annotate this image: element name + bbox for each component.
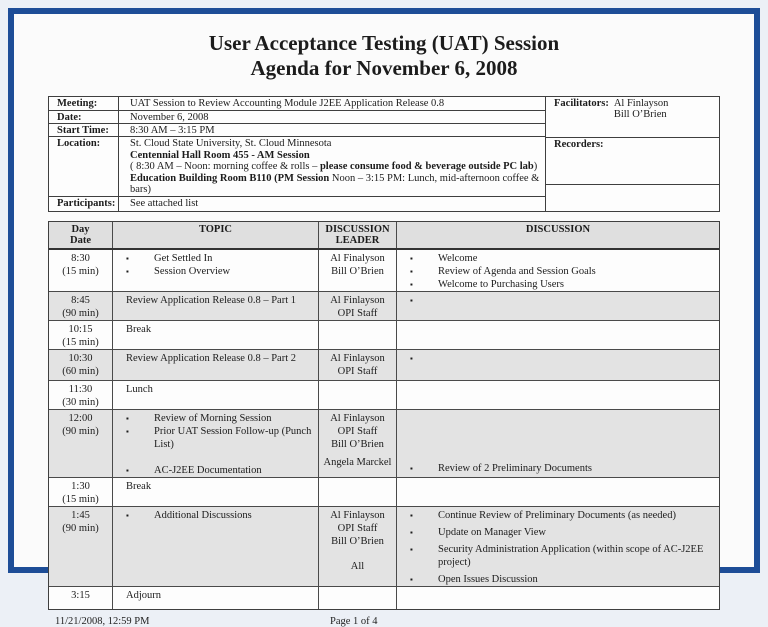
bullet-icon: ▪ [410,510,413,520]
agenda-row-1200 [49,410,719,478]
facilitators-names [614,98,669,137]
location-line-2: Centennial Hall Room 455 - AM Session [130,149,310,161]
discussion-cell [397,350,719,380]
meeting-label: Meeting: [49,97,119,110]
start-time-label: Start Time: [49,124,119,136]
agenda-row-1130 [49,381,719,410]
bullet-icon: ▪ [410,279,413,289]
leader-cell [319,381,397,409]
bullet-icon: ▪ [410,527,413,537]
time-cell: 8:45 (90 min) [49,292,113,320]
meeting-info-table [48,96,720,212]
topic-cell: ▪ Additional Discussions [113,507,319,586]
footer-page-number: Page 1 of 4 [330,615,378,627]
page-title [48,31,720,81]
bullet-icon: ▪ [126,465,129,475]
location-value [119,137,545,196]
agenda-row-1015 [49,321,719,350]
topic-cell: Review Application Release 0.8 – Part 2 [113,350,319,380]
bullet-icon: ▪ [410,544,413,554]
facilitator-1: Al Finlayson [613,98,669,109]
bullet-icon: ▪ [126,426,129,436]
agenda-row-830 [49,250,719,292]
start-time-value: 8:30 AM – 3:15 PM [130,125,215,136]
location-row [49,137,545,197]
empty-cell [546,184,719,211]
col-header-discussion: DISCUSSION [525,223,591,235]
discussion-cell [397,381,719,409]
agenda-header-row [49,222,719,250]
title-line-1: User Acceptance Testing (UAT) Session [208,31,560,55]
meeting-row [49,97,545,111]
participants-row [49,197,545,211]
agenda-row-1030 [49,350,719,381]
discussion-cell: ▪ Welcome ▪ Review of Agenda and Session Goals ▪ Welcome to Purchasing Users [410,252,596,290]
page-footer [48,616,720,627]
meeting-info-right [546,97,719,211]
time-cell: 1:30 (15 min) [49,478,113,506]
leader-cell: Al Finlayson OPI Staff Bill O’Brien Angela Marckel [319,410,397,477]
topic-cell: Break [113,321,319,349]
leader-cell: Al Finlayson OPI Staff Bill O’Brien All [319,507,397,586]
bullet-icon: ▪ [126,253,129,263]
discussion-cell: ▪ Review of 2 Preliminary Documents [410,462,592,474]
discussion-cell [397,321,719,349]
topic-cell: Lunch [113,381,319,409]
start-time-row [49,124,545,137]
leader-cell [319,587,397,609]
meeting-info-left [49,97,546,211]
date-row [49,111,545,124]
bullet-icon: ▪ [126,266,129,276]
time-cell: 12:00 (90 min) [49,410,113,477]
discussion-cell [397,478,719,506]
location-label: Location: [49,137,119,196]
leader-cell [319,478,397,506]
bullet-icon: ▪ [410,574,413,584]
participants-label: Participants: [49,197,119,211]
date-label: Date: [49,111,119,123]
discussion-cell [397,587,719,609]
facilitators-cell [546,97,719,137]
footer-datetime: 11/21/2008, 12:59 PM [55,615,150,627]
topic-cell: Adjourn [113,587,319,609]
facilitator-2: Bill O’Brien [613,109,667,120]
bullet-icon: ▪ [126,413,129,423]
time-cell: 3:15 [49,587,113,609]
topic-cell: Break [113,478,319,506]
title-line-2: Agenda for November 6, 2008 [250,56,518,80]
location-line-3: ( 8:30 AM – Noon: morning coffee & rolls – please consume food & beverage outside PC lab) [130,161,538,173]
leader-cell: Al Finlayson OPI Staff [319,292,397,320]
participants-value: See attached list [130,197,199,209]
agenda-table [48,221,720,610]
facilitators-label: Facilitators: [554,98,609,109]
location-line-4: Education Building Room B110 (PM Session Noon – 3:15 PM: Lunch, mid-afternoon coffee & bars) [130,172,540,196]
col-header-discussion-leader: DISCUSSION LEADER [319,222,397,248]
discussion-cell: ▪ Continue Review of Preliminary Documents (as needed) ▪ Update on Manager View ▪ Security Administration Application (within scope of AC-J2EE project) ▪ Open Issues Discussion [410,509,704,585]
bullet-icon: ▪ [410,266,413,276]
leader-cell [319,321,397,349]
bullet-icon: ▪ [410,463,413,473]
agenda-row-845 [49,292,719,321]
time-cell: 10:15 (15 min) [49,321,113,349]
discussion-cell [397,292,719,320]
topic-cell: Review Application Release 0.8 – Part 1 [113,292,319,320]
recorders-cell [546,137,719,184]
bullet-icon: ▪ [410,295,413,305]
bullet-icon: ▪ [410,253,413,263]
topic-cell: ▪ Review of Morning Session ▪ Prior UAT Session Follow-up (Punch List) ▪ AC-J2EE Documentation [113,410,319,477]
col-header-day-date: Day Date [49,222,113,248]
date-value: November 6, 2008 [130,112,209,123]
agenda-row-145 [49,507,719,587]
meeting-value: UAT Session to Review Accounting Module J2EE Application Release 0.8 [130,98,445,109]
agenda-row-130 [49,478,719,507]
agenda-row-315 [49,587,719,609]
time-cell: 8:30 (15 min) [49,250,113,291]
recorders-label: Recorders: [554,139,604,150]
page-content [14,31,754,627]
bullet-icon: ▪ [410,353,413,363]
leader-cell: Al Finalyson Bill O’Brien [319,250,397,291]
bullet-icon: ▪ [126,510,129,520]
leader-cell: Al Finlayson OPI Staff [319,350,397,380]
time-cell: 10:30 (60 min) [49,350,113,380]
location-line-1: St. Cloud State University, St. Cloud Minnesota [130,138,332,149]
topic-cell: ▪ Get Settled In ▪ Session Overview [113,250,319,291]
time-cell: 1:45 (90 min) [49,507,113,586]
col-header-topic: TOPIC [113,222,319,248]
document-page [8,8,760,627]
time-cell: 11:30 (30 min) [49,381,113,409]
